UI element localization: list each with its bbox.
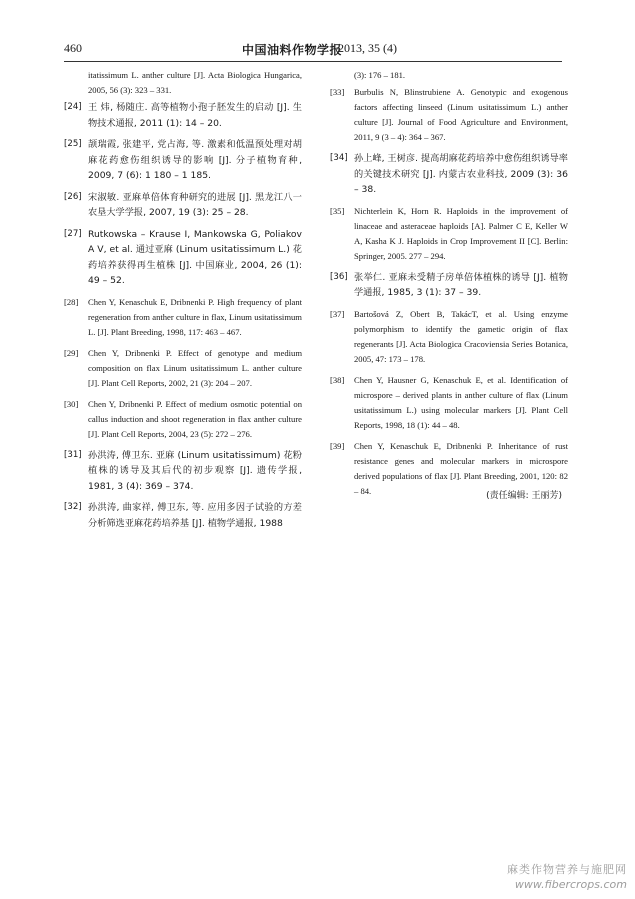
reference-column-right [330,68,568,505]
reference-entry [330,373,568,433]
reference-number: [30] [64,398,79,409]
reference-number: [31] [64,449,82,460]
reference-entry [64,346,302,391]
reference-text: Burbulis N, Blinstrubiene A. Genotypic and exogenous factors affecting linseed (Linum usitatissimum L.) anther culture [J]. Journal of Food Agriculture and Environment, 2011, 9 (3 – 4): 364 – 367. [354,87,568,142]
reference-entry [330,270,568,301]
header-rule [64,61,562,62]
reference-text: Chen Y, Dribnenki P. Effect of medium osmotic potential on callus induction and shoot regeneration in flax anther culture [J]. Plant Cell Reports, 2004, 23 (5): 272 – 276. [88,398,302,439]
editor-credit: (责任编辑: 王丽芳) [486,491,562,501]
reference-entry [330,204,568,264]
reference-entry [64,397,302,442]
reference-entry [64,137,302,184]
reference-number: [28] [64,296,79,307]
reference-continuation [330,68,568,83]
reference-continuation [64,68,302,98]
reference-number: [34] [330,153,348,163]
reference-number: [24] [64,102,82,112]
watermark-text: 麻类作物营养与施肥网 [507,863,627,876]
reference-text: Chen Y, Dribnenki P. Effect of genotype and medium composition on flax Linum usitatissimum L. anther culture [J]. Plant Cell Reports, 2002, 21 (3): 204 – 207. [88,347,302,388]
reference-text: 颉瑞霞, 张建平, 党占海, 等. 激素和低温预处理对胡麻花药愈伤组织诱导的影响 [J]. 分子植物育种, 2009, 7 (6): 1 180 – 1 185. [88,139,302,181]
reference-text: 孙上峰, 王树彦. 提高胡麻花药培养中愈伤组织诱导率的关键技术研究 [J]. 内蒙古农业科技, 2009 (3): 36 – 38. [354,153,568,195]
reference-number: [38] [330,374,345,385]
reference-entry [64,227,302,289]
reference-number: [33] [330,87,345,97]
reference-text: itatissimum L. anther culture [J]. Acta Biologica Hungarica, 2005, 56 (3): 323 – 331. [88,70,302,95]
reference-number: [35] [330,205,345,216]
reference-number: [29] [64,347,79,358]
issue-info: 2013, 35 (4) [338,41,397,55]
page-number: 460 [64,41,82,55]
reference-column-left [64,68,302,537]
reference-entry [330,307,568,367]
reference-number: [25] [64,139,82,149]
reference-entry [330,85,568,145]
reference-text: 王 炜, 杨随庄. 高等植物小孢子胚发生的启动 [J]. 生物技术通报, 2011 (1): 14 – 20. [88,102,302,129]
journal-title: 中国油料作物学报 [242,43,343,57]
reference-text: 张举仁. 亚麻未受精子房单倍体植株的诱导 [J]. 植物学通报, 1985, 3 (1): 37 – 39. [354,271,568,298]
reference-text: 宋淑敏. 亚麻单倍体育种研究的进展 [J]. 黑龙江八一农垦大学学报, 2007, 19 (3): 25 – 28. [88,191,302,218]
reference-number: [37] [330,308,345,319]
reference-text: Bartošová Z, Obert B, TakácT, et al. Using enzyme polymorphism to identify the gametic origin of flax regenerants [J]. Acta Biologica Cracoviensia Series Botanica, 2005, 47: 173 – 178. [354,308,568,364]
reference-entry [64,295,302,340]
reference-text: Chen Y, Hausner G, Kenaschuk E, et al. Identification of microspore – derived plants in anther culture of flax (Linum usitatissimum L.) using molecular markers [J]. Plant Cell Reports, 1998, 18 (1): 44 – 48. [354,374,568,430]
reference-text: Nichterlein K, Horn R. Haploids in the improvement of linaceae and asteraceae haploids [A]. Palmer C E, Keller W A, Kasha K J. Haploids in Crop Improvement II [C]. Berlin: Springer, 2005. 277 – 294. [354,205,568,261]
reference-number: [26] [64,191,82,202]
reference-entry [64,448,302,495]
reference-text: Chen Y, Kenaschuk E, Dribnenki P. High frequency of plant regeneration from anther culture in flax, Linum usitatissimum L. [J]. Plant Breeding, 1998, 117: 463 – 467. [88,296,302,337]
reference-number: [39] [330,440,345,451]
watermark-url: www.fibercrops.com [514,878,627,891]
reference-text: Rutkowska – Krause I, Mankowska G, Poliakov A V, et al. 通过亚麻 (Linum usitatissimum L.) 花药培养获得再生植株 [J]. 中国麻业, 2004, 26 (1): 49 – 52. [88,228,302,286]
reference-number: [36] [330,271,348,282]
watermark [507,862,627,892]
reference-entry [64,500,302,531]
reference-entry [64,190,302,221]
reference-number: [27] [64,228,82,239]
reference-text: 孙洪涛, 傅卫东. 亚麻 (Linum usitatissimum) 花粉植株的诱导及其后代的初步观察 [J]. 遗传学报, 1981, 3 (4): 369 – 374. [88,449,302,492]
reference-entry [64,100,302,131]
reference-entry [330,151,568,198]
reference-text: 孙洪涛, 曲家祥, 傅卫东, 等. 应用多因子试验的方差分析筛选亚麻花药培养基 [J]. 植物学通报, 1988 [88,502,302,529]
reference-text: Chen Y, Kenaschuk E, Dribnenki P. Inheritance of rust resistance genes and molecular markers in microspore derived populations of flax [J]. Plant Breeding, 2001, 120: 82 – 84. [354,440,568,496]
reference-text: (3): 176 – 181. [354,70,406,80]
reference-number: [32] [64,502,82,512]
